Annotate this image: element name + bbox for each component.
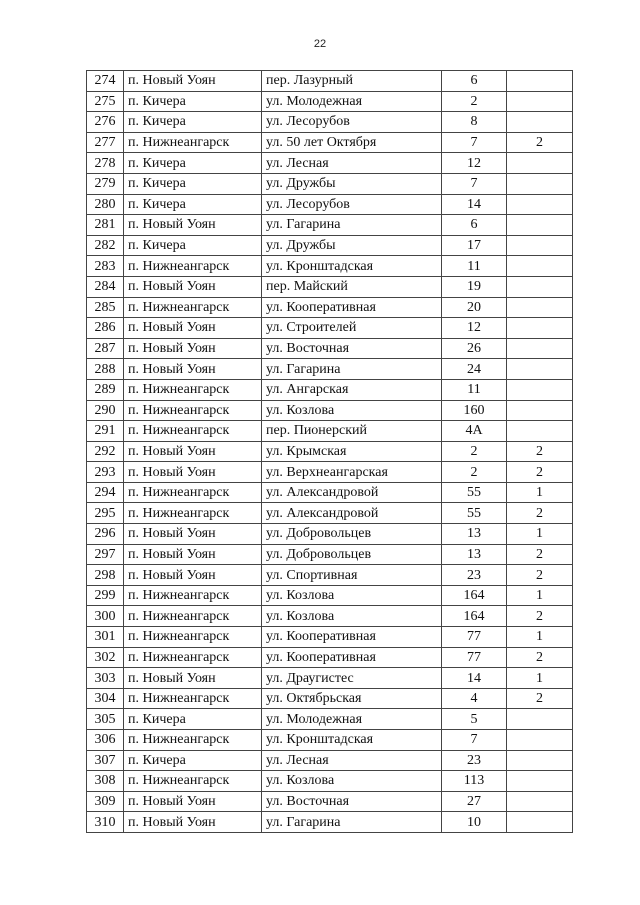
settlement-cell: п. Нижнеангарск [124, 647, 262, 668]
settlement-cell: п. Новый Уоян [124, 215, 262, 236]
settlement-cell: п. Нижнеангарск [124, 585, 262, 606]
row-number-cell: 308 [87, 771, 124, 792]
house-number-cell: 13 [442, 544, 507, 565]
settlement-cell: п. Новый Уоян [124, 544, 262, 565]
house-number-cell: 14 [442, 194, 507, 215]
extra-cell [507, 71, 573, 92]
row-number-cell: 282 [87, 235, 124, 256]
street-cell: ул. Лесорубов [262, 112, 442, 133]
extra-cell: 1 [507, 524, 573, 545]
street-cell: ул. Кооперативная [262, 627, 442, 648]
street-cell: пер. Майский [262, 276, 442, 297]
settlement-cell: п. Новый Уоян [124, 359, 262, 380]
row-number-cell: 309 [87, 791, 124, 812]
street-cell: ул. Козлова [262, 771, 442, 792]
row-number-cell: 292 [87, 441, 124, 462]
street-cell: ул. Ангарская [262, 379, 442, 400]
table-row [87, 338, 573, 359]
settlement-cell: п. Кичера [124, 112, 262, 133]
settlement-cell: п. Новый Уоян [124, 441, 262, 462]
table-row [87, 235, 573, 256]
house-number-cell: 27 [442, 791, 507, 812]
house-number-cell: 7 [442, 132, 507, 153]
street-cell: ул. Козлова [262, 606, 442, 627]
row-number-cell: 289 [87, 379, 124, 400]
house-number-cell: 113 [442, 771, 507, 792]
extra-cell: 1 [507, 585, 573, 606]
table-row [87, 812, 573, 833]
settlement-cell: п. Нижнеангарск [124, 627, 262, 648]
extra-cell: 2 [507, 544, 573, 565]
extra-cell [507, 421, 573, 442]
row-number-cell: 284 [87, 276, 124, 297]
table-row [87, 256, 573, 277]
extra-cell [507, 338, 573, 359]
street-cell: ул. Добровольцев [262, 524, 442, 545]
row-number-cell: 280 [87, 194, 124, 215]
table-row [87, 379, 573, 400]
street-cell: ул. Спортивная [262, 565, 442, 586]
row-number-cell: 285 [87, 297, 124, 318]
settlement-cell: п. Новый Уоян [124, 276, 262, 297]
settlement-cell: п. Новый Уоян [124, 338, 262, 359]
house-number-cell: 10 [442, 812, 507, 833]
street-cell: ул. Молодежная [262, 91, 442, 112]
table-row [87, 750, 573, 771]
house-number-cell: 2 [442, 91, 507, 112]
row-number-cell: 301 [87, 627, 124, 648]
extra-cell: 2 [507, 462, 573, 483]
house-number-cell: 12 [442, 153, 507, 174]
street-cell: ул. Александровой [262, 482, 442, 503]
row-number-cell: 295 [87, 503, 124, 524]
street-cell: пер. Пионерский [262, 421, 442, 442]
settlement-cell: п. Новый Уоян [124, 462, 262, 483]
house-number-cell: 24 [442, 359, 507, 380]
extra-cell: 2 [507, 647, 573, 668]
street-cell: ул. Кронштадская [262, 730, 442, 751]
table-row [87, 585, 573, 606]
extra-cell [507, 256, 573, 277]
table-row [87, 276, 573, 297]
extra-cell [507, 379, 573, 400]
street-cell: ул. Кронштадская [262, 256, 442, 277]
house-number-cell: 23 [442, 750, 507, 771]
extra-cell [507, 709, 573, 730]
table-row [87, 771, 573, 792]
street-cell: ул. Восточная [262, 791, 442, 812]
house-number-cell: 160 [442, 400, 507, 421]
table-row [87, 441, 573, 462]
extra-cell [507, 771, 573, 792]
house-number-cell: 7 [442, 730, 507, 751]
row-number-cell: 300 [87, 606, 124, 627]
street-cell: ул. Верхнеангарская [262, 462, 442, 483]
table-body [87, 71, 573, 833]
street-cell: ул. Добровольцев [262, 544, 442, 565]
extra-cell [507, 235, 573, 256]
table-row [87, 565, 573, 586]
row-number-cell: 304 [87, 688, 124, 709]
extra-cell [507, 359, 573, 380]
table-row [87, 318, 573, 339]
extra-cell [507, 400, 573, 421]
settlement-cell: п. Нижнеангарск [124, 132, 262, 153]
house-number-cell: 12 [442, 318, 507, 339]
settlement-cell: п. Кичера [124, 173, 262, 194]
row-number-cell: 291 [87, 421, 124, 442]
house-number-cell: 8 [442, 112, 507, 133]
house-number-cell: 77 [442, 647, 507, 668]
settlement-cell: п. Новый Уоян [124, 524, 262, 545]
street-cell: пер. Лазурный [262, 71, 442, 92]
address-table [86, 70, 573, 833]
house-number-cell: 11 [442, 256, 507, 277]
table-row [87, 297, 573, 318]
table-row [87, 524, 573, 545]
street-cell: ул. Лесная [262, 750, 442, 771]
street-cell: ул. Драугистес [262, 668, 442, 689]
extra-cell: 1 [507, 482, 573, 503]
page-number: 22 [313, 38, 327, 50]
settlement-cell: п. Нижнеангарск [124, 503, 262, 524]
street-cell: ул. 50 лет Октября [262, 132, 442, 153]
table-row [87, 153, 573, 174]
street-cell: ул. Лесорубов [262, 194, 442, 215]
street-cell: ул. Строителей [262, 318, 442, 339]
table-row [87, 606, 573, 627]
row-number-cell: 299 [87, 585, 124, 606]
house-number-cell: 6 [442, 215, 507, 236]
street-cell: ул. Гагарина [262, 812, 442, 833]
extra-cell [507, 730, 573, 751]
extra-cell [507, 91, 573, 112]
house-number-cell: 2 [442, 441, 507, 462]
extra-cell [507, 173, 573, 194]
row-number-cell: 297 [87, 544, 124, 565]
extra-cell [507, 812, 573, 833]
street-cell: ул. Молодежная [262, 709, 442, 730]
table-row [87, 112, 573, 133]
extra-cell: 2 [507, 132, 573, 153]
settlement-cell: п. Нижнеангарск [124, 421, 262, 442]
table-row [87, 462, 573, 483]
street-cell: ул. Лесная [262, 153, 442, 174]
house-number-cell: 19 [442, 276, 507, 297]
street-cell: ул. Октябрьская [262, 688, 442, 709]
row-number-cell: 305 [87, 709, 124, 730]
table-row [87, 791, 573, 812]
street-cell: ул. Дружбы [262, 173, 442, 194]
house-number-cell: 26 [442, 338, 507, 359]
row-number-cell: 310 [87, 812, 124, 833]
row-number-cell: 298 [87, 565, 124, 586]
row-number-cell: 296 [87, 524, 124, 545]
settlement-cell: п. Кичера [124, 194, 262, 215]
table-row [87, 400, 573, 421]
house-number-cell: 4 [442, 688, 507, 709]
row-number-cell: 303 [87, 668, 124, 689]
extra-cell [507, 153, 573, 174]
settlement-cell: п. Нижнеангарск [124, 379, 262, 400]
table-row [87, 503, 573, 524]
settlement-cell: п. Нижнеангарск [124, 771, 262, 792]
extra-cell: 1 [507, 668, 573, 689]
street-cell: ул. Гагарина [262, 215, 442, 236]
table-row [87, 482, 573, 503]
settlement-cell: п. Нижнеангарск [124, 256, 262, 277]
table-row [87, 132, 573, 153]
extra-cell: 2 [507, 688, 573, 709]
settlement-cell: п. Новый Уоян [124, 812, 262, 833]
row-number-cell: 306 [87, 730, 124, 751]
settlement-cell: п. Кичера [124, 153, 262, 174]
settlement-cell: п. Нижнеангарск [124, 482, 262, 503]
house-number-cell: 55 [442, 482, 507, 503]
street-cell: ул. Александровой [262, 503, 442, 524]
extra-cell: 2 [507, 503, 573, 524]
table-row [87, 730, 573, 751]
house-number-cell: 4А [442, 421, 507, 442]
settlement-cell: п. Новый Уоян [124, 318, 262, 339]
settlement-cell: п. Новый Уоян [124, 668, 262, 689]
table-row [87, 647, 573, 668]
settlement-cell: п. Нижнеангарск [124, 297, 262, 318]
row-number-cell: 276 [87, 112, 124, 133]
extra-cell [507, 112, 573, 133]
row-number-cell: 279 [87, 173, 124, 194]
extra-cell: 1 [507, 627, 573, 648]
house-number-cell: 23 [442, 565, 507, 586]
row-number-cell: 274 [87, 71, 124, 92]
row-number-cell: 290 [87, 400, 124, 421]
table-row [87, 71, 573, 92]
settlement-cell: п. Новый Уоян [124, 71, 262, 92]
table-row [87, 359, 573, 380]
house-number-cell: 164 [442, 585, 507, 606]
row-number-cell: 277 [87, 132, 124, 153]
settlement-cell: п. Нижнеангарск [124, 730, 262, 751]
street-cell: ул. Кооперативная [262, 647, 442, 668]
row-number-cell: 283 [87, 256, 124, 277]
extra-cell [507, 276, 573, 297]
row-number-cell: 293 [87, 462, 124, 483]
house-number-cell: 5 [442, 709, 507, 730]
settlement-cell: п. Новый Уоян [124, 791, 262, 812]
settlement-cell: п. Нижнеангарск [124, 688, 262, 709]
settlement-cell: п. Кичера [124, 750, 262, 771]
settlement-cell: п. Нижнеангарск [124, 400, 262, 421]
row-number-cell: 294 [87, 482, 124, 503]
row-number-cell: 302 [87, 647, 124, 668]
table-row [87, 215, 573, 236]
extra-cell [507, 318, 573, 339]
extra-cell: 2 [507, 441, 573, 462]
table-row [87, 668, 573, 689]
house-number-cell: 17 [442, 235, 507, 256]
street-cell: ул. Восточная [262, 338, 442, 359]
street-cell: ул. Дружбы [262, 235, 442, 256]
street-cell: ул. Гагарина [262, 359, 442, 380]
house-number-cell: 55 [442, 503, 507, 524]
street-cell: ул. Козлова [262, 400, 442, 421]
street-cell: ул. Козлова [262, 585, 442, 606]
table-row [87, 688, 573, 709]
street-cell: ул. Крымская [262, 441, 442, 462]
house-number-cell: 14 [442, 668, 507, 689]
table-row [87, 194, 573, 215]
row-number-cell: 278 [87, 153, 124, 174]
row-number-cell: 307 [87, 750, 124, 771]
street-cell: ул. Кооперативная [262, 297, 442, 318]
house-number-cell: 7 [442, 173, 507, 194]
table-row [87, 173, 573, 194]
house-number-cell: 13 [442, 524, 507, 545]
extra-cell: 2 [507, 606, 573, 627]
row-number-cell: 275 [87, 91, 124, 112]
row-number-cell: 281 [87, 215, 124, 236]
settlement-cell: п. Кичера [124, 235, 262, 256]
house-number-cell: 20 [442, 297, 507, 318]
settlement-cell: п. Кичера [124, 709, 262, 730]
house-number-cell: 2 [442, 462, 507, 483]
table-row [87, 544, 573, 565]
row-number-cell: 286 [87, 318, 124, 339]
table-row [87, 421, 573, 442]
table-row [87, 627, 573, 648]
extra-cell [507, 194, 573, 215]
house-number-cell: 6 [442, 71, 507, 92]
row-number-cell: 288 [87, 359, 124, 380]
extra-cell [507, 215, 573, 236]
extra-cell [507, 297, 573, 318]
house-number-cell: 77 [442, 627, 507, 648]
row-number-cell: 287 [87, 338, 124, 359]
settlement-cell: п. Новый Уоян [124, 565, 262, 586]
settlement-cell: п. Нижнеангарск [124, 606, 262, 627]
house-number-cell: 164 [442, 606, 507, 627]
table-row [87, 91, 573, 112]
table-row [87, 709, 573, 730]
extra-cell [507, 750, 573, 771]
extra-cell: 2 [507, 565, 573, 586]
house-number-cell: 11 [442, 379, 507, 400]
settlement-cell: п. Кичера [124, 91, 262, 112]
extra-cell [507, 791, 573, 812]
